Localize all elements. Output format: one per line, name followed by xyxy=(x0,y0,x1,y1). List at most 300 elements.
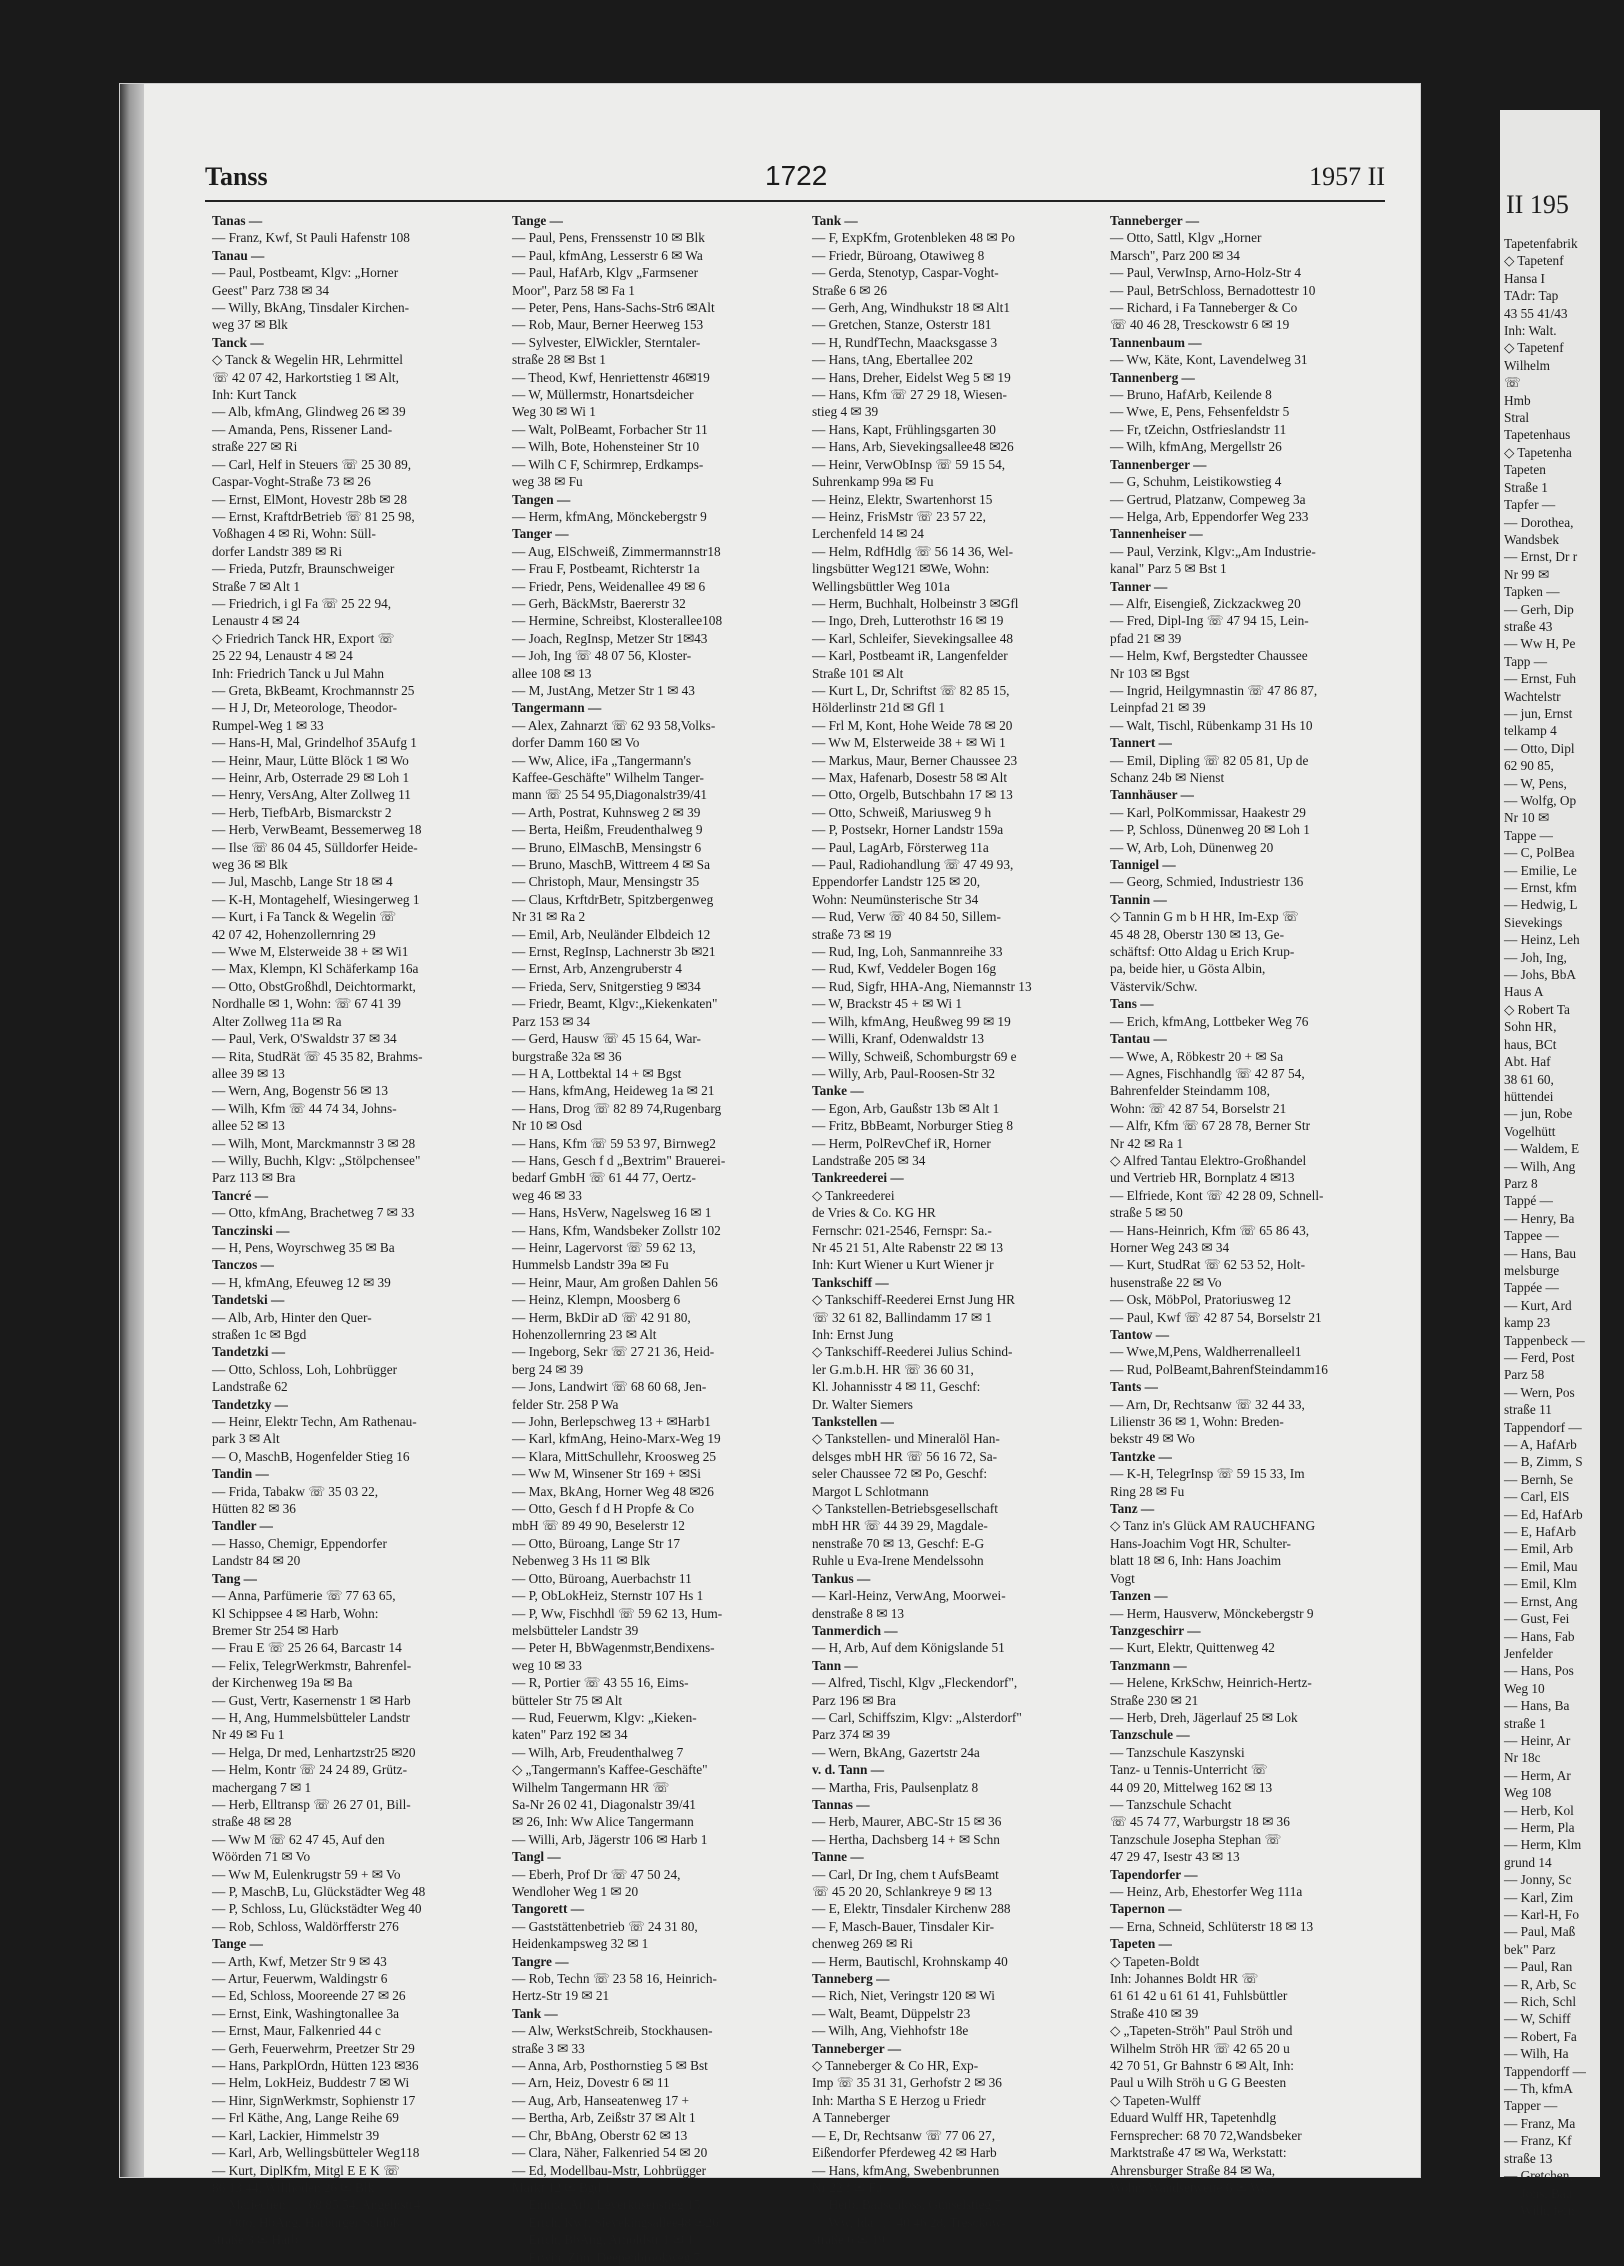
directory-entry-line: Tanck — xyxy=(212,334,264,350)
directory-entry-line: de Vries & Co. KG HR xyxy=(812,1205,936,1221)
directory-entry-line: Tandetzki — xyxy=(212,1344,286,1360)
directory-entry-line: bekstr 49 ✉ Wo xyxy=(1110,1431,1195,1447)
directory-entry-line: Tannenbaum — xyxy=(1110,334,1202,350)
directory-entry-line: — H, RundfTechn, Maacksgasse 3 xyxy=(812,334,998,350)
directory-entry-line: Leinpfad 21 ✉ 39 xyxy=(1110,700,1206,716)
directory-entry-line: — Frl Käthe, Ang, Lange Reihe 69 xyxy=(212,2110,399,2126)
directory-entry-line: — Helm, Kontr ☏ 24 24 89, Grütz- xyxy=(212,1762,407,1778)
directory-entry-line: — Georg, Schmied, Industriestr 136 xyxy=(1110,874,1304,890)
directory-entry-line: 45 48 28, Oberstr 130 ✉ 13, Ge- xyxy=(1110,926,1285,942)
directory-entry-line: dorfer Damm 160 ✉ Vo xyxy=(512,735,640,751)
directory-entry-line: Weg 30 ✉ Wi 1 xyxy=(512,404,596,420)
directory-entry-line: 42 70 51, Gr Bahnstr 6 ✉ Alt, Inh: xyxy=(1110,2058,1294,2074)
facing-page-entry-line: Wandsbek xyxy=(1504,531,1560,547)
facing-page-entry-line: — Hedwig, L xyxy=(1504,897,1578,913)
directory-entry-line: Straße 101 ✉ Alt xyxy=(812,665,904,681)
directory-entry-line: — Fr, tZeichn, Ostfrieslandstr 11 xyxy=(1110,421,1287,437)
directory-entry-line: — Carl, Helf in Steuers ☏ 25 30 89, xyxy=(212,456,412,472)
book-spine xyxy=(120,84,144,2177)
directory-entry-line: — Ernst, KraftdrBetrieb ☏ 81 25 98, xyxy=(212,508,415,524)
facing-page-entry-line: Tapetenhaus xyxy=(1504,427,1571,443)
directory-entry-line: weg 36 ✉ Blk xyxy=(212,857,288,873)
directory-entry-line: — Gretchen, Stanze, Osterstr 181 xyxy=(812,317,992,333)
directory-entry-line: Nr 10 ✉ Osd xyxy=(512,1118,582,1134)
directory-entry-line: — Aug, Arb, Hanseatenweg 17 + xyxy=(512,2092,690,2108)
directory-entry-line: — Paul, Verzink, Klgv:„Am Industrie- xyxy=(1110,543,1316,559)
facing-page-entry-line: — Wilh, fern xyxy=(1504,2202,1575,2218)
directory-entry-line: — Willy, Arb, Paul-Roosen-Str 32 xyxy=(812,1065,996,1081)
directory-entry-line: Tanner — xyxy=(1110,578,1168,594)
directory-entry-line: — Herb, Maurer, ABC-Str 15 ✉ 36 xyxy=(812,1814,1002,1830)
directory-entry-line: Tanz — xyxy=(1110,1501,1155,1517)
directory-entry-line: Tanas — xyxy=(212,213,263,228)
directory-entry-line: — Frau E ☏ 25 26 64, Barcastr 14 xyxy=(212,1640,402,1656)
directory-entry-line: ◇ Tanneberger & Co HR, Exp- xyxy=(812,2058,979,2074)
facing-page-entry-line: — Kurt, Ard xyxy=(1504,1297,1572,1313)
directory-entry-line: Bremer Str 254 ✉ Harb xyxy=(212,1622,339,1638)
facing-page-entry-line: — W, Pens, xyxy=(1504,775,1567,791)
directory-entry-line: Wöörden 71 ✉ Vo xyxy=(212,1849,311,1865)
directory-entry-line: Fernschr: 021-2546, Fernspr: Sa.- xyxy=(812,1222,992,1238)
facing-page-entry-line: Tappée — xyxy=(1504,1280,1559,1296)
directory-entry-line: — Hermine, Schreibst, Klosterallee108 xyxy=(512,613,723,629)
directory-entry-line: Eduard Wulff HR, Tapetenhdlg xyxy=(1110,2110,1277,2126)
directory-entry-line: straße 3 ✉ Harb xyxy=(212,2232,299,2248)
directory-entry-line: — Ww, Alice, iFa „Tangermann's xyxy=(512,752,692,768)
directory-entry-line: — Gerd, Hausw ☏ 45 15 64, War- xyxy=(512,1031,701,1047)
directory-entry-line: — Carl, Schiffszim, Klgv: „Alsterdorf" xyxy=(812,1709,1022,1725)
directory-entry-line: — Hans, Kapt, Frühlingsgarten 30 xyxy=(812,421,996,437)
directory-entry-line: ◇ Tankreederei xyxy=(812,1187,895,1203)
facing-page-entry-line: — Heinz, Leh xyxy=(1504,932,1580,948)
directory-entry-line: straße 28 ✉ Bst 1 xyxy=(512,352,606,368)
directory-entry-line: Straße 7 ✉ Alt 1 xyxy=(212,578,300,594)
directory-entry-line: — Ilse ☏ 86 04 45, Sülldorfer Heide- xyxy=(212,839,418,855)
directory-entry-line: Fernsprecher: 68 70 72,Wandsbeker xyxy=(1110,2127,1302,2143)
directory-entry-line: Inh: Friedrich Tanck u Jul Mahn xyxy=(212,665,385,681)
facing-page-entry-line: Inh: Walt. xyxy=(1504,323,1557,339)
facing-page-entry-line: Wilhelm xyxy=(1504,357,1550,373)
directory-entry-line: — Karl, Lackier, Himmelstr 39 xyxy=(212,2127,380,2143)
directory-entry-line: — Otto, Sattl, Klgv „Horner xyxy=(1110,230,1262,246)
directory-entry-line: Straße 410 ✉ 39 xyxy=(1110,2005,1199,2021)
facing-page-entry-line: melsburge xyxy=(1504,1262,1560,1278)
facing-page-entry-line: grund 14 xyxy=(1504,1854,1552,1870)
directory-entry-line: — Friedr, Beamt, Klgv:„Kiekenkaten" xyxy=(512,996,718,1012)
directory-entry-line: — P, Schloss, Lu, Glückstädter Weg 40 xyxy=(212,1901,422,1917)
directory-entry-line: — Rita, StudRät ☏ 45 35 82, Brahms- xyxy=(212,1048,423,1064)
directory-entry-line: — Martha, Fris, Paulsenplatz 8 xyxy=(812,1779,979,1795)
directory-entry-line: — Herm, PolRevChef iR, Horner xyxy=(812,1135,991,1151)
directory-entry-line: — Berta, Heißm, Freudenthalweg 9 xyxy=(512,822,703,838)
directory-entry-line: — Karl, PolKommissar, Haakestr 29 xyxy=(1110,804,1306,820)
facing-page-entry-line: — W, Schiff xyxy=(1504,2011,1571,2027)
directory-entry-line: — Tanzschule Kaszynski xyxy=(1110,1744,1245,1760)
directory-entry-line: straße 48 ✉ 28 xyxy=(212,1814,292,1830)
directory-entry-line: — Rud, Ing, Loh, Sanmannreihe 33 xyxy=(812,944,1003,960)
facing-page-entry-line: — Paul, Maß xyxy=(1504,1924,1576,1940)
directory-entry-line: — Willi, Arb, Jägerstr 106 ✉ Harb 1 xyxy=(512,1831,708,1847)
directory-entry-line: — Amanda, Pens, Rissener Land- xyxy=(212,421,393,437)
facing-page-entry-line: Tappenbeck — xyxy=(1504,1332,1585,1348)
directory-entry-line: Tandetski — xyxy=(212,1292,285,1308)
directory-entry-line: Straße 6 ✉ 26 xyxy=(812,282,888,298)
directory-entry-line: der Kirchenweg 19a ✉ Ba xyxy=(212,1675,353,1691)
directory-entry-line: — Paul, LagArb, Försterweg 11a xyxy=(812,839,989,855)
facing-page-entry-line: — Hans, Ba xyxy=(1504,1698,1570,1714)
directory-entry-line: Tange — xyxy=(512,213,563,228)
directory-entry-line: — Wilh, kfmAng, Heußweg 99 ✉ 19 xyxy=(812,1013,1011,1029)
directory-entry-line: Tannenberg — xyxy=(1110,369,1195,385)
directory-entry-line: — Clara, Näher, Falkenried 54 ✉ 20 xyxy=(512,2145,708,2161)
directory-entry-line: Nr 45 21 51, Alte Rabenstr 22 ✉ 13 xyxy=(812,1239,1003,1255)
directory-entry-line: denstraße 8 ✉ 13 xyxy=(812,1605,905,1621)
directory-entry-line: Landstr 84 ✉ 20 xyxy=(212,1553,301,1569)
directory-entry-line: — Herm, Bautischl, Krohnskamp 40 xyxy=(812,1953,1008,1969)
directory-entry-line: — Hans, Kfm ☏ 27 29 18, Wiesen- xyxy=(812,387,1007,403)
directory-entry-line: — Paul, Verk, O'Swaldstr 37 ✉ 34 xyxy=(212,1031,397,1047)
directory-entry-line: — H, Arb, Auf dem Königslande 51 xyxy=(812,1640,1005,1656)
directory-entry-line: — Rob, Techn ☏ 23 58 16, Heinrich- xyxy=(512,1971,717,1987)
facing-page-entry-line: — Bernh, Se xyxy=(1504,1471,1574,1487)
directory-entry-line: Imp ☏ 35 31 31, Gerhofstr 2 ✉ 36 xyxy=(812,2075,1002,2091)
directory-entry-line: — Paul, HafArb, Klgv „Farmsener xyxy=(512,265,699,281)
directory-entry-line: — Ernst, Maur, Falkenried 44 c xyxy=(212,2023,381,2039)
directory-entry-line: — Hans, HsVerw, Nagelsweg 16 ✉ 1 xyxy=(512,1205,712,1221)
directory-entry-line: — P, MaschB, Lu, Glückstädter Weg 48 xyxy=(212,1884,426,1899)
directory-entry-line: mann ☏ 25 54 95,Diagonalstr39/41 xyxy=(512,787,708,803)
facing-page-entry-line: Tappendorff — xyxy=(1504,2063,1586,2079)
directory-entry-line: Parz 153 ✉ 34 xyxy=(512,1013,590,1029)
column-3 xyxy=(812,212,1104,2249)
directory-entry-line: seler Chaussee 72 ✉ Po, Geschf: xyxy=(812,1466,988,1482)
directory-entry-line: katen" Parz 192 ✉ 34 xyxy=(512,1727,628,1743)
facing-page-entry-line: TAdr: Tap xyxy=(1504,288,1559,304)
directory-entry-line: schäftsf: Otto Aldag u Erich Krup- xyxy=(1110,944,1295,960)
directory-entry-line: — Paul, kfmAng, Lesserstr 6 ✉ Wa xyxy=(512,247,703,263)
directory-entry-line: — Herm, kfmAng, Mönckebergstr 9 xyxy=(512,508,707,524)
directory-entry-line: Kl. Johannisstr 4 ✉ 11, Geschf: xyxy=(812,1379,981,1395)
directory-entry-line: Horner Weg 243 ✉ 34 xyxy=(1110,1239,1230,1255)
directory-entry-line: Tanmerdich — xyxy=(812,1622,898,1638)
directory-entry-line: — Hans, Arb, Sievekingsallee48 ✉26 xyxy=(812,439,1014,455)
directory-entry-line: — Ww M, Elsterweide 38 + ✉ Wi 1 xyxy=(812,735,1006,751)
facing-page-entry-line: — Franz, Ma xyxy=(1504,2115,1576,2131)
directory-entry-line: — Ingrid, Heilgymnastin ☏ 47 86 87, xyxy=(1110,682,1318,698)
directory-entry-line: — Richard, i Fa Tanneberger & Co xyxy=(1110,300,1298,316)
directory-entry-line: Tannenberger — xyxy=(1110,456,1207,472)
directory-entry-line: — Otto, HbAng, Harburger Schloß- xyxy=(212,2214,404,2230)
directory-entry-line: Nebenweg 3 Hs 11 ✉ Blk xyxy=(512,1553,651,1569)
directory-entry-line: Tantow — xyxy=(1110,1327,1169,1342)
directory-entry-line: nenstraße 70 ✉ 13, Geschf: E-G xyxy=(812,1535,985,1551)
directory-entry-line: — Artur, Feuerwm, Waldingstr 6 xyxy=(212,1971,388,1987)
directory-entry-line: — W, Müllermstr, Honartsdeicher xyxy=(512,387,694,403)
directory-entry-line: — Karl, Postbeamt iR, Langenfelder xyxy=(812,648,1008,664)
directory-entry-line: — Alfred, Tischl, Klgv „Fleckendorf", xyxy=(812,1675,1018,1691)
directory-entry-line: Parz 196 ✉ Bra xyxy=(812,1692,896,1708)
directory-entry-line: Tapernon — xyxy=(1110,1901,1182,1917)
facing-page-entry-line: — Ernst, kfm xyxy=(1504,880,1577,896)
directory-entry-line: Tangen — xyxy=(512,491,571,507)
directory-entry-line: weg 10 ✉ 33 xyxy=(512,1657,582,1673)
facing-page-entry-line: ◇ Tapetenf xyxy=(1504,253,1564,269)
directory-entry-line: Tankus — xyxy=(812,1570,871,1586)
directory-entry-line: ◇ Tankschiff-Reederei Julius Schind- xyxy=(812,1344,1013,1360)
facing-page-entry-line: — Waldem, E xyxy=(1504,1141,1580,1157)
directory-entry-line: — Arth, Postrat, Kuhnsweg 2 ✉ 39 xyxy=(512,804,701,820)
facing-page-entry-line: — Ed, HafArb xyxy=(1504,1506,1583,1522)
directory-entry-line: allee 52 ✉ 13 xyxy=(212,1118,285,1134)
directory-entry-line: — W, Arb, Loh, Dünenweg 20 xyxy=(1110,839,1274,855)
directory-entry-line: Hummelsb Landstr 39a ✉ Fu xyxy=(512,1257,669,1273)
directory-entry-line: — Hans, kfmAng, Heideweg 1a ✉ 21 xyxy=(512,1083,715,1099)
directory-entry-line: husenstraße 22 ✉ Vo xyxy=(1110,1274,1222,1290)
directory-entry-line: — Carl, Dr Ing, chem t AufsBeamt xyxy=(812,1866,999,1882)
directory-entry-line: straße 227 ✉ Ri xyxy=(212,439,298,455)
directory-entry-line: — Gertrud, Platzanw, Compeweg 3a xyxy=(1110,491,1306,507)
facing-page-column xyxy=(1504,235,1624,2219)
directory-entry-line: — Hans, kfmAng, Swebenbrunnen xyxy=(812,2162,1000,2178)
directory-entry-line: Tapendorfer — xyxy=(1110,1866,1198,1882)
directory-entry-line: — Herb, VerwBeamt, Bessemerweg 18 xyxy=(212,822,422,838)
facing-page-entry-line: Tapper — xyxy=(1504,2098,1558,2114)
directory-entry-line: pa, beide hier, u Gösta Albin, xyxy=(1110,961,1266,977)
directory-entry-line: Tanzmann — xyxy=(1110,1657,1187,1673)
directory-entry-line: Tannas — xyxy=(812,1796,870,1812)
directory-entry-line: — Markus, Maur, Berner Chaussee 23 xyxy=(812,752,1018,768)
directory-entry-line: ◇ Tanz in's Glück AM RAUCHFANG xyxy=(1110,1518,1316,1534)
directory-entry-line: — Rud, PolBeamt,BahrenfSteindamm16 xyxy=(1110,1361,1328,1377)
directory-entry-line: Inh: Kurt Wiener u Kurt Wiener jr xyxy=(812,1257,994,1273)
directory-entry-line: allee 108 ✉ 13 xyxy=(512,665,592,681)
facing-page-entry-line: — Rich, Schl xyxy=(1504,1994,1577,2010)
directory-entry-line: ◇ Friedrich Tanck HR, Export ☏ xyxy=(212,630,395,646)
directory-entry-line: dorfer Landstr 389 ✉ Ri xyxy=(212,543,343,559)
facing-page-entry-line: Weg 108 xyxy=(1504,1785,1552,1801)
facing-page-entry-line: — Hans, Bau xyxy=(1504,1245,1577,1261)
directory-entry-line: Caspar-Voght-Straße 73 ✉ 26 xyxy=(212,474,371,490)
directory-entry-line: — Wwe M, Elsterweide 38 + ✉ Wi1 xyxy=(212,944,409,960)
facing-page-entry-line: Parz 58 xyxy=(1504,1367,1545,1383)
directory-entry-line: — Kurt, Elektr, Quittenweg 42 xyxy=(1110,1640,1275,1656)
directory-entry-line: — Hans, Dreher, Eidelst Weg 5 ✉ 19 xyxy=(812,369,1011,385)
directory-entry-line: A Tanneberger xyxy=(812,2110,890,2126)
facing-page-entry-line: ☏ xyxy=(1504,375,1521,391)
directory-entry-line: Tanzgeschirr — xyxy=(1110,1622,1201,1638)
directory-entry-line: — Henry, VersAng, Alter Zollweg 11 xyxy=(212,787,411,803)
directory-entry-line: Suhrenkamp 99a ✉ Fu xyxy=(812,474,934,490)
directory-entry-line: — Hans, Drog ☏ 82 89 74,Rugenbarg xyxy=(512,1100,722,1116)
directory-entry-line: — Agnes, Fischhandlg ☏ 42 87 54, xyxy=(1110,1065,1305,1081)
directory-entry-line: Wilhelm Ströh HR ☏ 42 65 20 u xyxy=(1110,2040,1290,2056)
directory-entry-line: Kaffee-Geschäfte" Wilhelm Tanger- xyxy=(512,770,704,785)
directory-entry-line: Tanczinski — xyxy=(212,1222,290,1238)
directory-entry-line: ◇ Tapeten-Wulff xyxy=(1110,2092,1201,2108)
directory-entry-line: Tanke — xyxy=(812,1083,864,1099)
facing-page-entry-line: Stral xyxy=(1504,410,1530,426)
directory-entry-line: — Erna, Schneid, Schlüterstr 18 ✉ 13 xyxy=(1110,1918,1314,1934)
facing-page-entry-line: straße 1 xyxy=(1504,1715,1546,1731)
facing-page-entry-line: — Emil, Klm xyxy=(1504,1576,1577,1592)
facing-page-entry-line: — B, Zimm, S xyxy=(1504,1454,1583,1470)
facing-page-entry-line: — Carl, ElS xyxy=(1504,1489,1570,1505)
directory-entry-line: — Elfriede, Kont ☏ 42 28 09, Schnell- xyxy=(1110,1187,1324,1203)
directory-entry-line: Tantzke — xyxy=(1110,1448,1172,1464)
facing-page-entry-line: — Wilh, Ha xyxy=(1504,2046,1569,2062)
facing-page-entry-line: — Johs, BbA xyxy=(1504,967,1577,983)
facing-page-entry-line: Haus A xyxy=(1504,984,1544,1000)
directory-entry-line: — Tanzschule Schacht xyxy=(1110,1796,1232,1812)
directory-entry-line: — Paul, BetrSchloss, Bernadottestr 10 xyxy=(1110,282,1316,298)
directory-entry-line: — Heinz, Arb, Ehestorfer Weg 111a xyxy=(1110,1884,1303,1899)
facing-page-entry-line: — Hans, Fab xyxy=(1504,1628,1575,1644)
directory-entry-line: — Wilh, Kfm ☏ 44 74 34, Johns- xyxy=(212,1100,397,1116)
facing-page-entry-line: — Joh, Ing, xyxy=(1504,949,1567,965)
facing-page-entry-line: straße 13 xyxy=(1504,2150,1553,2166)
column-2 xyxy=(512,212,804,2266)
directory-entry-line: — Paul, Pens, Frenssenstr 10 ✉ Blk xyxy=(512,230,705,246)
directory-entry-line: — Karl, Arb, Wellingsbütteler Weg118 xyxy=(212,2145,420,2161)
directory-entry-line: 86 13 44, Willhöden 26 ✉ Blk xyxy=(212,2179,375,2195)
directory-entry-line: — F, ExpKfm, Grotenbleken 48 ✉ Po xyxy=(812,230,1015,246)
directory-entry-line: Nordhalle ✉ 1, Wohn: ☏ 67 41 39 xyxy=(212,996,401,1012)
facing-page-entry-line: — Gretchen, xyxy=(1504,2168,1573,2184)
directory-entry-line: — Peter H, BbWagenmstr,Bendixens- xyxy=(512,1640,715,1656)
directory-entry-line: — Wilh, kfmAng, Mergellstr 26 xyxy=(1110,439,1282,455)
directory-entry-line: Parz 374 ✉ 39 xyxy=(812,1727,890,1743)
directory-entry-line: — Wern, Ang, Bogenstr 56 ✉ 13 xyxy=(212,1083,389,1099)
directory-entry-line: — R, Portier ☏ 43 55 16, Eims- xyxy=(512,1675,689,1691)
directory-entry-line: Marktstraße 47 ✉ Wa, Werkstatt: xyxy=(1110,2145,1287,2161)
directory-entry-line: Bahrenfelder Steindamm 108, xyxy=(1110,1083,1270,1099)
directory-entry-line: Tanneberger — xyxy=(812,2040,902,2056)
directory-entry-line: Hertz-Str 19 ✉ 21 xyxy=(512,1988,610,2004)
directory-entry-line: — Ww M, Winsener Str 169 + ✉Si xyxy=(512,1466,701,1482)
directory-entry-line: — Herb, TiefbArb, Bismarckstr 2 xyxy=(212,804,392,820)
directory-entry-line: Lenaustr 4 ✉ 24 xyxy=(212,613,300,629)
directory-entry-line: — Bertha, Arb, Zeißstr 37 ✉ Alt 1 xyxy=(512,2110,696,2126)
directory-entry-line: — Gerda, Stenotyp, Caspar-Voght- xyxy=(812,265,999,281)
directory-entry-line: Moor", Parz 58 ✉ Fa 1 xyxy=(512,282,635,298)
directory-entry-line: Inh: Ernst Jung xyxy=(812,1327,894,1342)
directory-entry-line: — Hans, Kfm, Wandsbeker Zollstr 102 xyxy=(512,1222,721,1238)
directory-entry-line: Tannigel — xyxy=(1110,857,1176,873)
directory-entry-line: — Otto, Orgelb, Butschbahn 17 ✉ 13 xyxy=(812,787,1013,803)
directory-entry-line: — Kurt, StudRat ☏ 62 53 52, Holt- xyxy=(1110,1257,1306,1273)
directory-entry-line: felder Str. 258 P Wa xyxy=(512,1396,619,1412)
directory-entry-line: Tanne — xyxy=(812,1849,864,1865)
directory-entry-line: ◇ Alfred Tantau Elektro-Großhandel xyxy=(1110,1152,1307,1168)
header-keyword: Tanss xyxy=(205,162,268,191)
directory-entry-line: — Hans, tAng, Ebertallee 202 xyxy=(812,352,973,368)
directory-entry-line: — H, kfmAng, Efeuweg 12 ✉ 39 xyxy=(212,1274,391,1290)
facing-page-entry-line: — E, HafArb xyxy=(1504,1524,1577,1540)
directory-entry-line: Tangl — xyxy=(512,1849,561,1865)
directory-entry-line: Wendloher Weg 1 ✉ 20 xyxy=(512,1884,639,1899)
directory-entry-line: — Peter, Pens, Hans-Sachs-Str6 ✉Alt xyxy=(512,300,715,316)
facing-page-entry-line: — Paul, Ran xyxy=(1504,1959,1573,1975)
directory-entry-line: — Paul, Postbeamt, Klgv: „Horner xyxy=(212,265,399,281)
facing-page-entry-line: — jun, Ernst xyxy=(1504,705,1573,721)
directory-entry-line: bütteler Str 75 ✉ Alt xyxy=(512,1692,623,1708)
directory-entry-line: — Anna, Arb, Posthornstieg 5 ✉ Bst xyxy=(512,2058,708,2074)
directory-entry-line: Tanz- u Tennis-Unterricht ☏ xyxy=(1110,1762,1268,1778)
directory-entry-line: ◇ Tankstellen-Betriebsgesellschaft xyxy=(812,1501,998,1517)
directory-entry-line: — Gerh, Ang, Windhukstr 18 ✉ Alt1 xyxy=(812,300,1010,316)
directory-entry-line: Tapeten — xyxy=(1110,1936,1172,1952)
directory-entry-line: — W, Brackstr 45 + ✉ Wi 1 xyxy=(812,996,963,1012)
directory-entry-line: — Frau F, Postbeamt, Richterstr 1a xyxy=(512,561,700,577)
directory-entry-line: bedarf GmbH ☏ 61 44 77, Oertz- xyxy=(512,1170,696,1186)
facing-page-entry-line: — Herm, Ar xyxy=(1504,1767,1571,1783)
directory-entry-line: Tannert — xyxy=(1110,735,1172,751)
directory-entry-line: Tanzschule Josepha Stephan ☏ xyxy=(1110,1831,1282,1847)
column-1 xyxy=(212,212,504,2249)
directory-entry-line: — Walt, PolBeamt, Forbacher Str 11 xyxy=(512,421,708,437)
directory-entry-line: — Arn, Heiz, Dovestr 6 ✉ 11 xyxy=(512,2075,670,2091)
directory-entry-line: — Heinr, Maur, Lütte Blöck 1 ✉ Wo xyxy=(212,752,409,768)
directory-entry-line: — Ernst, RegInsp, Lachnerstr 3b ✉21 xyxy=(512,944,716,960)
directory-entry-line: ☏ 42 07 42, Harkortstieg 1 ✉ Alt, xyxy=(212,369,399,385)
directory-entry-line: — Christoph, Maur, Mensingstr 35 xyxy=(512,874,700,890)
directory-entry-line: Lerchenfeld 14 ✉ 24 xyxy=(812,526,924,542)
directory-entry-line: Tangorett — xyxy=(512,1901,585,1917)
directory-entry-line: Tankschiff — xyxy=(812,1274,889,1290)
directory-entry-line: — Alfr, Kfm ☏ 67 28 78, Berner Str xyxy=(1110,1118,1311,1134)
facing-page-entry-line: — Jons, Bau xyxy=(1504,2185,1573,2201)
directory-entry-line: Hütten 82 ✉ 36 xyxy=(212,1501,296,1517)
directory-entry-line: — Fritz, BbBeamt, Norburger Stieg 8 xyxy=(812,1118,1014,1134)
facing-page-entry-line: Tapeten xyxy=(1504,462,1546,478)
directory-entry-line: stieg 4 ✉ 39 xyxy=(812,404,879,420)
directory-entry-line: — Ww M ☏ 62 47 45, Auf den xyxy=(212,1831,385,1847)
facing-page-entry-line: ◇ Tapetenha xyxy=(1504,444,1572,460)
directory-entry-line: Tanzschule — xyxy=(1110,1727,1190,1743)
directory-entry-line: Straße 230 ✉ 21 xyxy=(1110,1692,1199,1708)
facing-page-entry-line: Straße 1 xyxy=(1504,479,1548,495)
directory-entry-line: Nr 42 ✉ Ra 1 xyxy=(1110,1135,1184,1151)
directory-entry-line: ☏ 45 74 77, Warburgstr 18 ✉ 36 xyxy=(1110,1814,1290,1830)
directory-entry-line: — Rob, Maur, Berner Heerweg 153 xyxy=(512,317,704,333)
directory-entry-line: Paul u Wilh Ströh u G G Beesten xyxy=(1110,2075,1287,2091)
directory-entry-line: weg 38 ✉ Fu xyxy=(512,474,583,490)
directory-entry-line: — Heinr, VerwObInsp ☏ 59 15 54, xyxy=(812,456,1006,472)
directory-entry-line: — Gust, Vertr, Kasernenstr 1 ✉ Harb xyxy=(212,1692,411,1708)
directory-entry-line: — Herm, Buchhalt, Holbeinstr 3 ✉Gfl xyxy=(812,595,1019,611)
directory-entry-line: blatt 18 ✉ 6, Inh: Hans Joachim xyxy=(1110,1553,1282,1569)
directory-entry-line: — Kurt, i Fa Tanck & Wegelin ☏ xyxy=(212,909,397,925)
directory-entry-line: kanal" Parz 5 ✉ Bst 1 xyxy=(1110,561,1227,577)
directory-entry-line: 42 07 42, Hohenzollernring 29 xyxy=(212,926,376,942)
directory-entry-line: Nr 49 ✉ Fu 1 xyxy=(212,1727,285,1743)
facing-page-entry-line: — Herm, Pla xyxy=(1504,1819,1575,1835)
directory-entry-line: Eppendorfer Landstr 125 ✉ 20, xyxy=(812,874,981,890)
directory-entry-line: — Walt, Beamt, Düppelstr 23 xyxy=(812,2005,971,2021)
directory-entry-line: Tangermann — xyxy=(512,700,602,716)
directory-entry-line: — Otto, Büroang, Auerbachstr 11 xyxy=(512,1570,692,1586)
facing-page xyxy=(1500,110,1600,2218)
facing-page-entry-line: Tappendorf — xyxy=(1504,1419,1582,1435)
directory-entry-line: — Ernst, Eink, Washingtonallee 3a xyxy=(212,2005,400,2021)
facing-page-entry-line: bek" Parz xyxy=(1504,1941,1556,1957)
facing-page-entry-line: kamp 23 xyxy=(1504,1315,1551,1331)
directory-entry-line: — Sylvester, ElWickler, Sterntaler- xyxy=(512,334,701,350)
directory-entry-line: Tandin — xyxy=(212,1466,269,1482)
directory-entry-line: ◇ „Tangermann's Kaffee-Geschäfte" xyxy=(512,1762,708,1778)
directory-entry-line: Alter Zollweg 11a ✉ Ra xyxy=(212,1013,342,1029)
facing-page-entry-line: — Robert, Fa xyxy=(1504,2028,1577,2044)
